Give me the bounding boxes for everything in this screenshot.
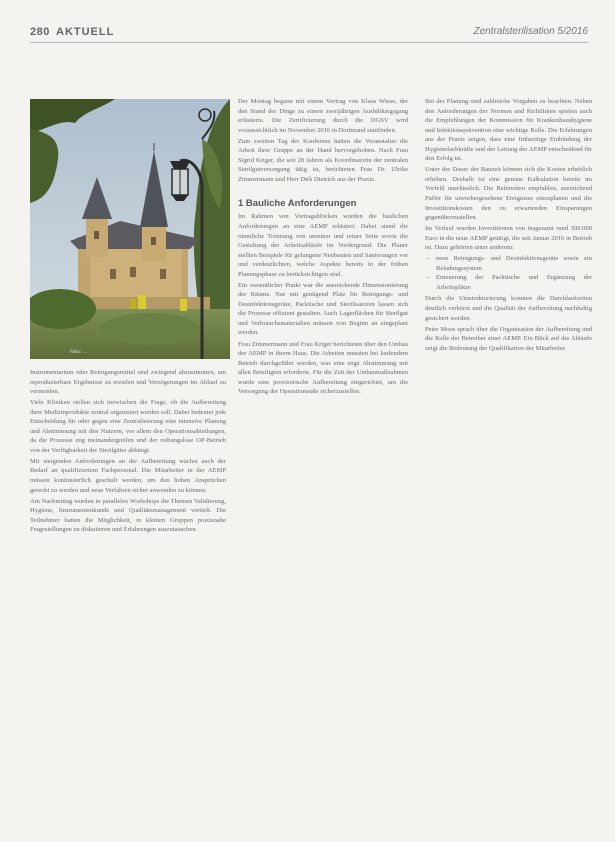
page-header bbox=[30, 26, 588, 40]
page-number: 280 bbox=[30, 26, 50, 38]
list-item: – Erneuerung der Packtische und Ergänzung der Arbeitsplätze bbox=[434, 273, 592, 292]
paragraph: Instrumentarium oder Reinigungsmittel sind zwingend abzustimmen, um reproduzierbare Ergebnisse zu erzielen und Verzögerungen im Ablauf zu vermeiden. bbox=[30, 369, 226, 396]
text-column-2 bbox=[238, 97, 408, 398]
paragraph: Viele Kliniken stellen sich inzwischen die Frage, ob die Aufbereitung ihrer Medizinprodukte zentral organisiert werden soll. Dabei bedeutet jede Entscheidung für oder gegen eine Zentralisierung eine intensive Planung und Abstimmung mit den Nutzern, vor allem den Operationsabteilungen, da die Prozesse eng ineinandergreifen und der reibungslose OP-Betrieb von der Verfügbarkeit der Sterilgüter abhängt. bbox=[30, 399, 226, 454]
paragraph: Im Rahmen von Vortragsblöcken wurden die baulichen Anforderungen an eine AEMP erläutert. Dabei stand die räumliche Trennung von unreiner und reiner Seite sowie die Gestaltung der Arbeitsabläufe im Vordergrund. Die Planer stellten Beispiele für gelungene Neubauten und Sanierungen vor und verdeutlichten, welche Aspekte bereits in der frühen Planungsphase zu berücksichtigen sind. bbox=[238, 213, 408, 278]
text-column-1 bbox=[30, 368, 226, 536]
photo-credit: Foto: ... bbox=[70, 350, 87, 355]
paragraph: Zum zweiten Tag der Konferenz hatten die Veranstalter die Arbeit ihrer Gruppe an der Hand hervorgehoben. Nach Frau Sigrid Kriger, die seit 20 Jahren als Koordinatorin der zentralen Sterilgutversorgung tätig ist, berichteten Frau Dr. Ulrike Zimmermann und Herr Dirk Dietrich aus der Praxis. bbox=[238, 137, 408, 183]
section-heading: 1 Bauliche Anforderungen bbox=[238, 198, 357, 210]
paragraph: Bei der Planung sind zahlreiche Vorgaben zu beachten. Neben den Anforderungen der Normen und Richtlinien spielen auch die Empfehlungen der Kommission für Krankenhaushygiene und Infektionsprävention eine wichtige Rolle. Die Erfahrungen aus der Praxis zeigen, dass eine frühzeitige Einbindung der Hygienefachkräfte und der Leitung der AEMP entscheidend für den Erfolg ist. bbox=[425, 98, 592, 163]
text-column-3 bbox=[425, 97, 592, 355]
paragraph: Im Verlauf wurden Investitionen von insgesamt rund 500.000 Euro in die neue AEMP getätigt, die seit Januar 2016 in Betrieb ist. Dazu gehörten unter anderem: bbox=[425, 225, 592, 252]
paragraph: Peter Moos sprach über die Organisation der Aufbereitung und die Rolle der Betreiber einer AEMP. Ein Blick auf die Abläufe zeigt die Bedeutung der Qualifikation der Mitarbeiter. bbox=[425, 325, 592, 352]
bullet-list bbox=[425, 254, 592, 292]
paragraph: Frau Zimmermann und Frau Kriger berichteten über den Umbau der AEMP in ihrem Haus. Die Arbeiten mussten bei laufendem Betrieb durchgeführt werden, was eine enge Abstimmung mit allen Beteiligten erforderte. Für die Zeit der Umbaumaßnahmen wurde eine provisorische Aufbereitung eingerichtet, um die Versorgung der Operationssäle sicherzustellen. bbox=[238, 340, 408, 396]
paragraph: Durch die Umstrukturierung konnten die Durchlaufzeiten deutlich verkürzt und die Qualität der Aufbereitung nachhaltig gesichert werden. bbox=[425, 295, 592, 322]
section-label: AKTUELL bbox=[56, 26, 115, 38]
journal-title: Zentralsterilisation 5/2016 bbox=[473, 26, 588, 37]
paragraph: Am Nachmittag wurden in parallelen Workshops die Themen Validierung, Hygiene, Instrumentenkunde und Qualitätsmanagement vertieft. Die Teilnehmer hatten die Möglichkeit, in kleinen Gruppen praxisnahe Fragestellungen zu diskutieren und Erfahrungen auszutauschen. bbox=[30, 497, 226, 534]
paragraph: Unter der Dauer der Bauzeit können sich die Kosten erheblich erhöhen. Deshalb ist eine genaue Kalkulation bereits im Vorfeld unerlässlich. Die Referenten empfahlen, ausreichend Puffer für unvorhergesehene Ereignisse einzuplanen und die Investitionskosten den zu erwartenden Einsparungen gegenüberzustellen. bbox=[425, 166, 592, 222]
paragraph: Ein wesentlicher Punkt war die ausreichende Dimensionierung der Räume. Nur mit genügend Platz für Reinigungs- und Desinfektionsgeräte, Packtische und Sterilisatoren lassen sich die Prozesse effizient gestalten. Auch Lagerflächen für Sterilgut und Verbrauchsmaterialien müssen von Beginn an eingeplant werden. bbox=[238, 281, 408, 337]
list-item: – neue Reinigungs- und Desinfektionsgeräte sowie ein Beladungssystem bbox=[434, 254, 592, 273]
header-divider bbox=[30, 42, 588, 43]
paragraph: Mit steigenden Anforderungen an die Aufbereitung wächst auch der Bedarf an qualifiziertem Fachpersonal. Die Mitarbeiter in der AEMP müssen kontinuierlich geschult werden, um den hohen Ansprüchen gerecht zu werden und neue Verfahren sicher anwenden zu können. bbox=[30, 457, 226, 494]
paragraph: Der Montag begann mit einem Vortrag von Klaus Wiese, der den Stand der Dinge zu einem zweijährigen Ausbildungsgang erläuterte. Die Zertifizierung durch die DGSV wird voraussichtlich im November 2016 in Dortmund stattfinden. bbox=[238, 98, 408, 134]
church-photo bbox=[30, 99, 230, 359]
